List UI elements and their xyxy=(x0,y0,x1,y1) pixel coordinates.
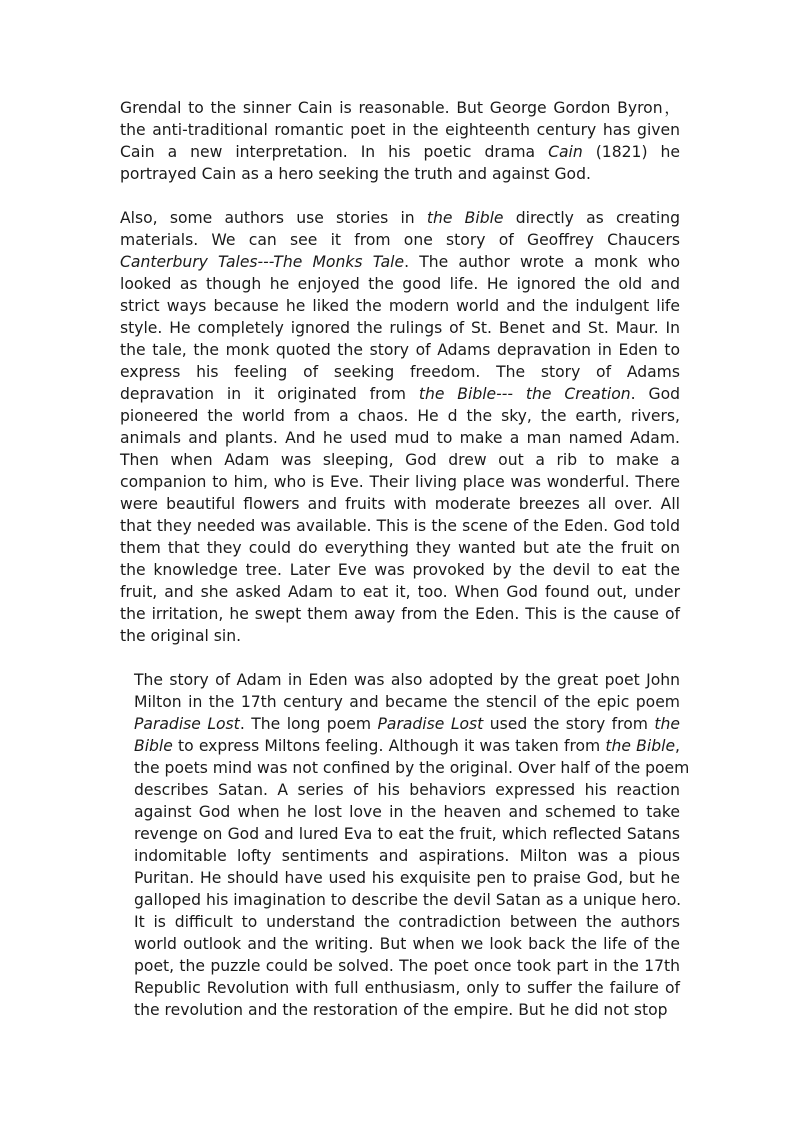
italic-title: the Bible xyxy=(605,737,676,755)
text-run: Also, some authors use stories in xyxy=(120,209,427,227)
text-run: them that they could do everything they wanted but ate the fruit on xyxy=(120,539,680,557)
text-run: used the story from xyxy=(483,715,655,733)
text-line xyxy=(120,317,680,339)
document-page xyxy=(120,97,690,1043)
text-line xyxy=(120,405,680,427)
text-run: looked as though he enjoyed the good life. He ignored the old and xyxy=(120,275,680,293)
text-line xyxy=(120,141,680,163)
text-run: materials. We can see it from one story of Geoffrey Chaucers xyxy=(120,231,680,249)
italic-title: Canterbury Tales---The Monks Tale xyxy=(120,253,405,271)
text-line xyxy=(120,603,680,625)
text-run: the anti-traditional romantic poet in the eighteenth century has given xyxy=(120,121,680,139)
text-run: were beautiful flowers and fruits with moderate breezes all over. All xyxy=(120,495,680,513)
text-line xyxy=(120,449,680,471)
text-run: companion to him, who is Eve. Their living place was wonderful. There xyxy=(120,473,680,491)
text-run: the tale, the monk quoted the story of Adams depravation in Eden to xyxy=(120,341,680,359)
text-line xyxy=(120,845,680,867)
text-line xyxy=(120,537,680,559)
text-run: the knowledge tree. Later Eve was provoked by the devil to eat the xyxy=(120,561,680,579)
text-run: describes Satan. A series of his behaviors expressed his reaction xyxy=(134,781,680,799)
text-line xyxy=(120,97,680,119)
text-run: . The long poem xyxy=(239,715,378,733)
text-run: . The author wrote a monk who xyxy=(404,253,680,271)
text-run: revenge on God and lured Eva to eat the fruit, which reflected Satans xyxy=(134,825,680,843)
text-line xyxy=(120,999,680,1021)
text-run: , xyxy=(675,737,681,755)
text-line xyxy=(120,955,680,977)
text-run: express his feeling of seeking freedom. The story of Adams xyxy=(120,363,680,381)
text-run: fruit, and she asked Adam to eat it, too. When God found out, under xyxy=(120,583,680,601)
body-paragraph xyxy=(120,669,690,1021)
text-line xyxy=(120,273,680,295)
text-line xyxy=(120,383,680,405)
text-line xyxy=(120,471,680,493)
text-run: Grendal to the sinner Cain is reasonable. But George Gordon Byron， xyxy=(120,99,680,117)
text-line xyxy=(120,493,680,515)
text-run: the revolution and the restoration of the empire. But he did not stop xyxy=(134,1001,668,1019)
text-run: portrayed Cain as a hero seeking the truth and against God. xyxy=(120,165,591,183)
text-line xyxy=(120,757,690,779)
text-run: (1821) he xyxy=(582,143,680,161)
text-line xyxy=(120,889,680,911)
text-run: directly as creating xyxy=(503,209,680,227)
italic-title: Cain xyxy=(548,143,583,161)
body-paragraph xyxy=(120,207,680,647)
text-line xyxy=(120,119,680,141)
text-run: The story of Adam in Eden was also adopted by the great poet John xyxy=(134,671,680,689)
text-run: to express Miltons feeling. Although it was taken from xyxy=(172,737,606,755)
text-line xyxy=(120,779,680,801)
text-line xyxy=(120,713,680,735)
text-line xyxy=(120,867,680,889)
text-line xyxy=(120,515,680,537)
text-line xyxy=(120,669,680,691)
text-run: pioneered the world from a chaos. He d the sky, the earth, rivers, xyxy=(120,407,680,425)
italic-title: Paradise Lost xyxy=(377,715,484,733)
text-line xyxy=(120,251,680,273)
text-run: indomitable lofty sentiments and aspirations. Milton was a pious xyxy=(134,847,680,865)
text-line xyxy=(120,735,680,757)
text-run: Then when Adam was sleeping, God drew out a rib to make a xyxy=(120,451,680,469)
text-line xyxy=(120,581,680,603)
text-run: the irritation, he swept them away from the Eden. This is the cause of xyxy=(120,605,680,623)
text-run: the poets mind was not confined by the original. Over half of the poem xyxy=(134,759,690,777)
text-run: strict ways because he liked the modern world and the indulgent life xyxy=(120,297,680,315)
text-line xyxy=(120,295,680,317)
text-line xyxy=(120,339,680,361)
body-paragraph xyxy=(120,97,680,185)
text-line xyxy=(120,691,680,713)
text-run: depravation in it originated from xyxy=(120,385,419,403)
text-line xyxy=(120,229,680,251)
text-run: against God when he lost love in the heaven and schemed to take xyxy=(134,803,680,821)
text-line xyxy=(120,801,680,823)
text-line xyxy=(120,559,680,581)
italic-title: Bible xyxy=(134,737,173,755)
italic-title: the xyxy=(654,715,680,733)
text-run: world outlook and the writing. But when we look back the life of the xyxy=(134,935,680,953)
text-run: poet, the puzzle could be solved. The poet once took part in the 17th xyxy=(134,957,680,975)
text-run: Republic Revolution with full enthusiasm, only to suffer the failure of xyxy=(134,979,680,997)
text-line xyxy=(120,977,680,999)
text-line xyxy=(120,207,680,229)
text-run: animals and plants. And he used mud to make a man named Adam. xyxy=(120,429,680,447)
text-run: Cain a new interpretation. In his poetic drama xyxy=(120,143,549,161)
text-line xyxy=(120,823,680,845)
text-run: the original sin. xyxy=(120,627,242,645)
text-run: Milton in the 17th century and became the stencil of the epic poem xyxy=(134,693,680,711)
text-line xyxy=(120,163,680,185)
text-run: Puritan. He should have used his exquisite pen to praise God, but he xyxy=(134,869,680,887)
italic-title: Paradise Lost xyxy=(134,715,240,733)
text-run: . God xyxy=(630,385,681,403)
text-line xyxy=(120,361,680,383)
text-run: that they needed was available. This is the scene of the Eden. God told xyxy=(120,517,680,535)
italic-title: the Bible--- the Creation xyxy=(418,385,631,403)
text-run: galloped his imagination to describe the devil Satan as a unique hero. xyxy=(134,891,682,909)
text-line xyxy=(120,625,680,647)
text-line xyxy=(120,933,680,955)
text-line xyxy=(120,911,680,933)
text-run: It is difficult to understand the contradiction between the authors xyxy=(134,913,680,931)
italic-title: the Bible xyxy=(426,209,504,227)
text-run: style. He completely ignored the rulings of St. Benet and St. Maur. In xyxy=(120,319,680,337)
text-line xyxy=(120,427,680,449)
